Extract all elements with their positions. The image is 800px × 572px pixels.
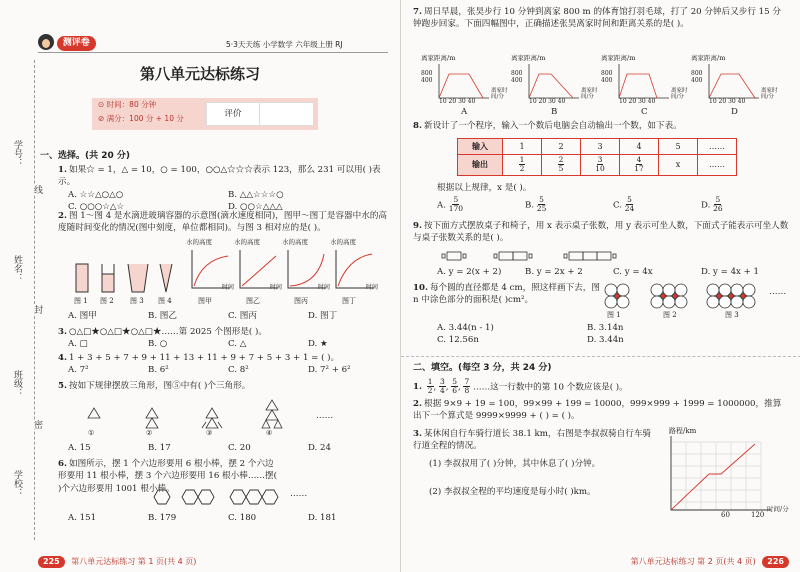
section-divider bbox=[401, 356, 800, 357]
q7-graphs bbox=[421, 54, 791, 117]
class-field: 班级： bbox=[12, 370, 23, 397]
question-text: 如果☆ = 1，△ = 10，○ = 100，○○△☆☆☆表示 123，那么 231 可以用( )表示。 bbox=[58, 165, 381, 188]
option-b[interactable]: B. 图乙 bbox=[148, 311, 177, 321]
fig-label-1: ① bbox=[88, 429, 95, 437]
output-cell: x bbox=[659, 155, 698, 176]
graph-axis-jia: 时间 bbox=[222, 284, 235, 291]
option-a[interactable]: A. $\frac{5}{170}$ bbox=[437, 195, 464, 214]
fig-label-4: ④ bbox=[266, 429, 273, 437]
option-d[interactable]: D bbox=[731, 107, 738, 117]
evaluation-label: 评价 bbox=[207, 103, 260, 125]
input-cell: 3 bbox=[581, 139, 620, 155]
graph-c-ylabel: 离家距离/m bbox=[601, 54, 636, 62]
option-a[interactable]: A. 15 bbox=[68, 443, 91, 453]
graph-axis-ding: 时间 bbox=[366, 284, 379, 291]
q2-options bbox=[58, 310, 388, 322]
option-c[interactable]: C. y = 4x bbox=[613, 267, 653, 277]
question-text: 周日早晨，张昊步行 10 分钟到离家 800 m 的体育馆打羽毛球，打了 20 分钟后又步行 15 分钟跑步回家。下面四幅图中，正确描述张昊离家时间和距离关系的是( )。 bbox=[413, 7, 781, 30]
margin-mark-seal: 封 bbox=[30, 305, 43, 314]
question-1: 1. 如果☆ = 1，△ = 10，○ = 100，○○△☆☆☆表示 123，那么 231 可以用( )表示。 A. ☆☆△○△○ B. △△☆☆☆○ C. ○○○☆△☆ D. ○○☆△△△ bbox=[58, 164, 388, 214]
question-text: 根据 9×9 + 19 = 100，99×99 + 199 = 10000，999×999 + 1999 = 1000000，推算出下一个算式是 9999×9999 + ( ) = ( )。 bbox=[413, 399, 782, 422]
option-c[interactable]: C. 12.56n bbox=[437, 335, 479, 346]
option-a[interactable]: A. y = 2(x + 2) bbox=[437, 267, 502, 277]
graph-b-ylabel: 离家距离/m bbox=[511, 54, 546, 62]
graph-a-yticks: 800 400 bbox=[421, 70, 433, 85]
option-b[interactable]: B. y = 2x + 2 bbox=[525, 267, 583, 277]
continuation-dots: …… bbox=[316, 411, 334, 421]
graph-axis-bing: 时间 bbox=[318, 284, 331, 291]
fill-3: 3. 某休闲自行车骑行道长 38.1 km，右图是李叔叔骑自行车骑行道全程的情况。 bbox=[413, 429, 652, 452]
question-8: 8. 新设计了一个程序，输入一个数后电脑会自动输出一个数，如下表。 bbox=[413, 121, 682, 131]
section-1-heading: 一、选择。(共 20 分) bbox=[40, 151, 131, 161]
question-3: 3. ○△□★○△□★○△□★……第 2025 个图形是( )。 A. □ B. ○ C. △ D. ★ bbox=[58, 326, 388, 351]
page-number: 226 bbox=[762, 556, 789, 568]
option-d[interactable]: D. 181 bbox=[308, 513, 337, 523]
q8-follow: 根据以上规律，x 是( )。 bbox=[437, 183, 532, 193]
graph-title-bing: 水的高度 bbox=[282, 238, 308, 246]
question-2: 2. 图 1～图 4 是水滴进玻璃容器的示意图(滴水速度相同)，图甲～图丁是容器中水的高度随时间变化的情况(图中刻度，单位都相同)。与图 3 相对应的是( )。 bbox=[58, 211, 388, 234]
fig-label-2: 图 2 bbox=[100, 297, 114, 305]
fig-label-3: 图 3 bbox=[725, 311, 739, 319]
fill-1: 1. $\frac{1}{2}$ , $\frac{3}{4}$ , $\frac{5}{6}$ , $\frac{7}{8}$ ……这一行数中的第 10 个数应该是( )。 bbox=[413, 377, 628, 396]
score-label: ⊘ 满分：100 分 + 10 分 bbox=[98, 114, 184, 123]
hexagon-pattern bbox=[150, 486, 350, 508]
graph-label-ding: 图丁 bbox=[342, 297, 356, 305]
school-field: 学校： bbox=[12, 470, 23, 497]
graph-c-xticks: 10 20 30 40 bbox=[619, 98, 656, 105]
q9-options bbox=[437, 266, 789, 278]
option-d[interactable]: D. ★ bbox=[308, 339, 328, 350]
option-d[interactable]: D. 7² + 6² bbox=[308, 365, 351, 376]
page-number: 225 bbox=[38, 556, 65, 568]
question-6: 6. 如图所示，摆 1 个六边形要用 6 根小棒，摆 2 个六边形要用 11 根小棒，摆 3 个六边形要用 16 根小棒……摆( )个六边形要用 1001 根小棒。 bbox=[58, 459, 277, 494]
input-cell: …… bbox=[698, 139, 737, 155]
input-cell: 2 bbox=[542, 139, 581, 155]
graph-d-yticks: 800 400 bbox=[691, 70, 703, 85]
question-text: ○△□★○△□★○△□★……第 2025 个图形是( )。 bbox=[68, 327, 267, 337]
mascot-icon bbox=[38, 34, 54, 50]
evaluation-box[interactable] bbox=[206, 102, 314, 126]
input-row bbox=[458, 139, 737, 155]
option-b[interactable]: B. △△☆☆☆○ bbox=[228, 189, 284, 200]
graph-title-ding: 水的高度 bbox=[330, 238, 356, 246]
input-cell: 4 bbox=[620, 139, 659, 155]
output-cell: $\frac{2}{5}$ bbox=[542, 155, 581, 176]
continuation-dots: …… bbox=[290, 489, 308, 499]
graph-a-xlabel: 离家时间/分 bbox=[491, 88, 508, 101]
question-9: 9. 按下面方式摆放桌子和椅子，用 x 表示桌子张数，用 y 表示可坐人数，下面式子能表示可坐人数与桌子张数关系的是( )。 bbox=[413, 221, 789, 244]
graph-b-xlabel: 离家时间/分 bbox=[581, 88, 598, 101]
q2-figure bbox=[62, 240, 388, 308]
option-a[interactable]: A. ☆☆△○△○ bbox=[68, 189, 124, 200]
fill-3-sub-2: (2) 李叔叔全程的平均速度是每小时( )km。 bbox=[429, 487, 596, 497]
question-text: 新设计了一个程序，输入一个数后电脑会自动输出一个数，如下表。 bbox=[423, 121, 682, 131]
question-text: ……这一行数中的第 10 个数应该是( )。 bbox=[472, 382, 628, 393]
graph-c-xlabel: 离家时间/分 bbox=[671, 88, 688, 101]
option-d[interactable]: D. ○○☆△△△ bbox=[228, 202, 283, 213]
option-a[interactable]: A bbox=[461, 107, 468, 117]
option-d[interactable]: D. 3.44n bbox=[587, 335, 624, 346]
option-a[interactable]: A. 7² bbox=[68, 365, 89, 376]
graph-title-yi: 水的高度 bbox=[234, 238, 260, 246]
option-a[interactable]: A. 3.44(n - 1) bbox=[437, 323, 494, 333]
graph-c-yticks: 800 400 bbox=[601, 70, 613, 85]
fig-label-3: ③ bbox=[206, 429, 213, 437]
fill-2: 2. 根据 9×9 + 19 = 100，99×99 + 199 = 10000，999×999 + 1999 = 1000000，推算出下一个算式是 9999×9999 + ( ) = ( )。 bbox=[413, 399, 782, 422]
option-b[interactable]: B. 3.14n bbox=[587, 323, 624, 333]
option-a[interactable]: A. 图甲 bbox=[68, 311, 97, 321]
question-text: 图 1～图 4 是水滴进玻璃容器的示意图(滴水速度相同)，图甲～图丁是容器中水的高度随时间变化的情况(图中刻度，单位都相同)。与图 3 相对应的是( )。 bbox=[58, 211, 388, 234]
name-field: 姓名： bbox=[12, 255, 23, 282]
continuation-dots: …… bbox=[769, 287, 787, 297]
q10-figure bbox=[601, 280, 791, 318]
option-b[interactable]: B. $\frac{5}{25}$ bbox=[525, 195, 547, 214]
option-a[interactable]: A. 151 bbox=[68, 513, 97, 523]
graph-title-jia: 水的高度 bbox=[186, 238, 212, 246]
table-chair-pattern bbox=[441, 248, 781, 264]
graph-xtick-60: 60 bbox=[721, 511, 730, 519]
fig-label-3: 图 3 bbox=[130, 297, 144, 305]
time-label: ⊙ 时间：80 分钟 bbox=[98, 100, 157, 109]
option-b[interactable]: B. 179 bbox=[148, 513, 177, 523]
q6-figure bbox=[150, 486, 350, 508]
option-c[interactable]: C. 图丙 bbox=[228, 311, 257, 321]
graph-label-bing: 图丙 bbox=[294, 297, 308, 305]
option-d[interactable]: D. y = 4x + 1 bbox=[701, 267, 760, 277]
q6-options bbox=[58, 512, 388, 524]
input-header: 输入 bbox=[458, 139, 503, 155]
output-cell: $\frac{3}{10}$ bbox=[581, 155, 620, 176]
test-badge: 测评卷 bbox=[57, 36, 96, 51]
right-footer bbox=[631, 556, 789, 568]
margin-mark-line: 线 bbox=[30, 185, 43, 194]
option-b[interactable]: B. ○ bbox=[148, 339, 168, 350]
option-c[interactable]: C. △ bbox=[228, 339, 247, 350]
option-c[interactable]: C. $\frac{5}{24}$ bbox=[613, 195, 635, 214]
option-d[interactable]: D. $\frac{5}{26}$ bbox=[701, 195, 723, 214]
fig-label-2: ② bbox=[146, 429, 153, 437]
graph-label-jia: 图甲 bbox=[198, 297, 212, 305]
cut-line bbox=[34, 60, 36, 540]
graph-b-xticks: 10 20 30 40 bbox=[529, 98, 566, 105]
footer-text: 第八单元达标练习 第 1 页(共 4 页) bbox=[71, 557, 197, 567]
graph-b-yticks: 800 400 bbox=[511, 70, 523, 85]
header-info: 5·3天天练 小学数学 六年级上册 RJ bbox=[226, 40, 343, 49]
input-cell: 1 bbox=[503, 139, 542, 155]
question-text: 如图所示，摆 1 个六边形要用 6 根小棒，摆 2 个六边形要用 11 根小棒，摆 3 个六边形要用 16 根小棒……摆( )个六边形要用 1001 根小棒。 bbox=[58, 459, 277, 494]
fig-label-4: 图 4 bbox=[158, 297, 172, 305]
question-text: 某休闲自行车骑行道长 38.1 km，右图是李叔叔骑自行车骑行道全程的情况。 bbox=[413, 429, 652, 452]
triangle-pattern bbox=[80, 394, 380, 440]
fig-label-2: 图 2 bbox=[663, 311, 677, 319]
fill-3-sub-1: (1) 李叔叔用了( )分钟，其中休息了( )分钟。 bbox=[429, 459, 601, 469]
section-2-heading: 二、填空。(每空 3 分，共 24 分) bbox=[413, 363, 552, 373]
option-c[interactable]: C. ○○○☆△☆ bbox=[68, 202, 125, 213]
student-id-field: 学号： bbox=[12, 140, 23, 167]
graph-axis-yi: 时间 bbox=[270, 284, 283, 291]
output-row bbox=[458, 155, 737, 176]
option-b[interactable]: B. 17 bbox=[148, 443, 171, 453]
output-header: 输出 bbox=[458, 155, 503, 176]
question-5: 5. 按如下规律摆放三角形，图⑤中有( )个三角形。 bbox=[58, 381, 251, 391]
margin-mark-secret: 密 bbox=[30, 420, 43, 429]
question-10: 10. 每个圆的直径都是 4 cm，照这样画下去，图 n 中涂色部分的面积是( )cm²。 bbox=[413, 283, 600, 306]
output-cell: $\frac{1}{2}$ bbox=[503, 155, 542, 176]
q8-options bbox=[437, 196, 789, 214]
graph-label-yi: 图乙 bbox=[246, 297, 260, 305]
fig-label-1: 图 1 bbox=[607, 311, 621, 319]
graph-ylabel: 路程/km bbox=[669, 427, 697, 435]
header-badge bbox=[38, 34, 96, 51]
output-cell: …… bbox=[698, 155, 737, 176]
graph-xlabel: 时间/分 bbox=[767, 505, 789, 513]
q5-options bbox=[58, 442, 388, 454]
info-box bbox=[92, 98, 318, 130]
output-cell: $\frac{4}{17}$ bbox=[620, 155, 659, 176]
footer-text: 第八单元达标练习 第 2 页(共 4 页) bbox=[630, 557, 756, 567]
option-c[interactable]: C. 180 bbox=[228, 513, 257, 523]
page-title: 第八单元达标练习 bbox=[139, 65, 260, 83]
right-page bbox=[400, 0, 800, 572]
option-a[interactable]: A. □ bbox=[68, 339, 88, 350]
q10-options bbox=[437, 322, 737, 347]
option-c[interactable]: C. 8² bbox=[228, 365, 249, 376]
graph-a-ylabel: 离家距离/m bbox=[421, 54, 456, 62]
io-table bbox=[457, 138, 737, 176]
left-footer bbox=[38, 556, 196, 568]
question-text: 按下面方式摆放桌子和椅子，用 x 表示桌子张数，用 y 表示可坐人数，下面式子能表示可坐人数与桌子张数关系的是( )。 bbox=[413, 221, 789, 244]
circle-pattern bbox=[601, 280, 791, 318]
question-text: 按如下规律摆放三角形，图⑤中有( )个三角形。 bbox=[68, 381, 251, 391]
graph-d-xlabel: 离家时间/分 bbox=[761, 88, 778, 101]
fig-label-1: 图 1 bbox=[74, 297, 88, 305]
question-text: 1 + 3 + 5 + 7 + 9 + 11 + 13 + 11 + 9 + 7 + 5 + 3 + 1 = ( )。 bbox=[68, 353, 340, 363]
graph-d-ylabel: 离家距离/m bbox=[691, 54, 726, 62]
question-4: 4. 1 + 3 + 5 + 7 + 9 + 11 + 13 + 11 + 9 + 7 + 5 + 3 + 1 = ( )。 A. 7² B. 6² C. 8² D. 7² + 6² bbox=[58, 352, 388, 377]
option-c[interactable]: C. 20 bbox=[228, 443, 251, 453]
option-b[interactable]: B. 6² bbox=[148, 365, 169, 376]
option-c[interactable]: C bbox=[641, 107, 648, 117]
graph-d-xticks: 10 20 30 40 bbox=[709, 98, 746, 105]
q5-figure bbox=[80, 394, 380, 440]
graph-xtick-120: 120 bbox=[751, 511, 765, 519]
graph-a-xticks: 10 20 30 40 bbox=[439, 98, 476, 105]
question-text: 每个圆的直径都是 4 cm，照这样画下去，图 n 中涂色部分的面积是( )cm²。 bbox=[413, 283, 600, 306]
option-d[interactable]: D. 图丁 bbox=[308, 311, 338, 321]
option-d[interactable]: D. 24 bbox=[308, 443, 331, 453]
input-cell: 5 bbox=[659, 139, 698, 155]
question-7: 7. 周日早晨，张昊步行 10 分钟到离家 800 m 的体育馆打羽毛球，打了 20 分钟后又步行 15 分钟跑步回家。下面四幅图中，正确描述张昊离家时间和距离关系的是( )。 bbox=[413, 7, 781, 30]
header-rule bbox=[38, 52, 388, 53]
option-b[interactable]: B bbox=[551, 107, 558, 117]
bike-graph bbox=[651, 427, 791, 522]
q9-figure bbox=[441, 248, 781, 264]
